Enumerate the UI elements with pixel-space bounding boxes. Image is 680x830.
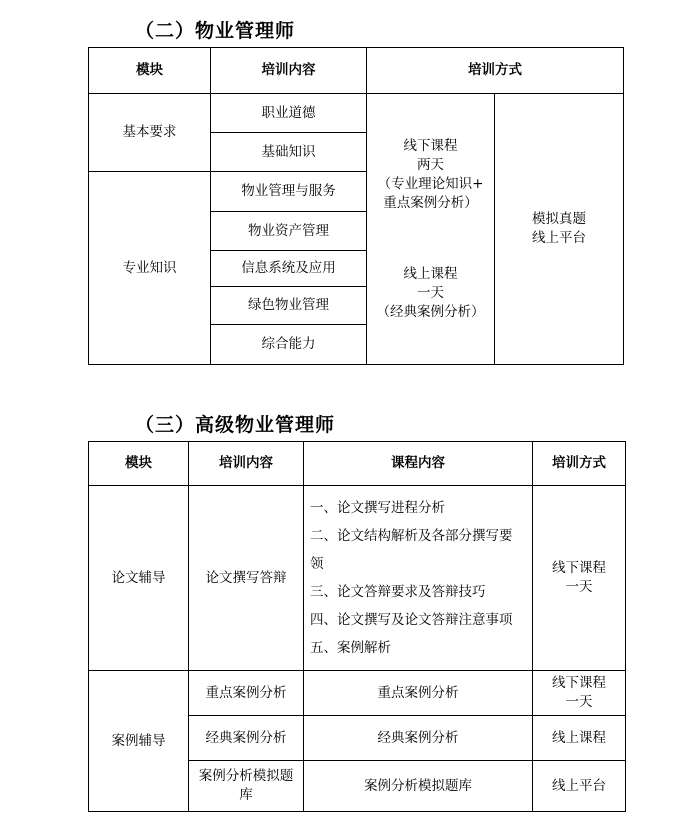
content-cell: 物业管理与服务 (211, 172, 367, 212)
method-mock-cell (495, 94, 624, 365)
header-course: 课程内容 (304, 442, 533, 486)
content-cell: 绿色物业管理 (211, 287, 367, 325)
module-professional: 专业知识 (89, 172, 211, 365)
offline-line4: 重点案例分析） (383, 194, 478, 211)
table-header-row (89, 442, 626, 486)
offline-line3: （专业理论知识+ (377, 175, 484, 192)
list-item: 四、论文撰写及论文答辩注意事项 (310, 612, 513, 628)
method-cell (533, 671, 626, 716)
method-line2: 一天 (565, 694, 593, 710)
header-module: 模块 (89, 48, 211, 94)
section-title-senior-property-manager: （三）高级物业管理师 (135, 414, 336, 436)
course-list-thesis (304, 486, 533, 671)
content-thesis: 论文撰写答辩 (189, 486, 304, 671)
list-item: 五、案例解析 (310, 640, 391, 656)
table-header-row (89, 48, 624, 94)
table-row (89, 671, 626, 716)
spacer (371, 213, 490, 265)
table-row (89, 94, 624, 133)
online-line3: （经典案例分析） (376, 303, 485, 320)
list-item: 二、论文结构解析及各部分撰写要 (310, 528, 513, 544)
content-cell: 经典案例分析 (189, 716, 304, 761)
module-thesis: 论文辅导 (89, 486, 189, 671)
section-title-property-manager: （二）物业管理师 (135, 20, 296, 42)
header-content: 培训内容 (189, 442, 304, 486)
header-content: 培训内容 (211, 48, 367, 94)
method-line1: 线下课程 (552, 675, 606, 691)
content-cell: 物业资产管理 (211, 212, 367, 251)
content-line1: 案例分析模拟题 (198, 768, 294, 784)
module-case: 案例辅导 (89, 671, 189, 812)
senior-property-manager-training-table (88, 441, 626, 812)
course-cell: 案例分析模拟题库 (304, 761, 533, 812)
list-item: 领 (310, 556, 324, 572)
online-line1: 线上课程 (403, 265, 458, 282)
online-line2: 一天 (417, 284, 444, 301)
header-method: 培训方式 (533, 442, 626, 486)
header-module: 模块 (89, 442, 189, 486)
property-manager-training-table (88, 47, 624, 365)
method-cell: 线上平台 (533, 761, 626, 812)
offline-line2: 两天 (417, 156, 444, 173)
course-cell: 经典案例分析 (304, 716, 533, 761)
content-cell: 综合能力 (211, 325, 367, 365)
mock-line1: 模拟真题 (532, 211, 586, 227)
method-cell: 线上课程 (533, 716, 626, 761)
content-cell: 基础知识 (211, 133, 367, 172)
module-basic: 基本要求 (89, 94, 211, 172)
content-cell: 重点案例分析 (189, 671, 304, 716)
mock-line2: 线上平台 (532, 230, 586, 246)
method-thesis (533, 486, 626, 671)
table-row (89, 486, 626, 671)
content-cell: 职业道德 (211, 94, 367, 133)
header-method: 培训方式 (367, 48, 624, 94)
list-item: 三、论文答辩要求及答辩技巧 (310, 584, 486, 600)
list-item: 一、论文撰写进程分析 (310, 500, 445, 516)
content-cell: 信息系统及应用 (211, 251, 367, 287)
content-line2: 库 (239, 787, 253, 803)
content-cell (189, 761, 304, 812)
method-line1: 线下课程 (552, 560, 606, 576)
method-offline-online-cell (367, 94, 495, 365)
course-cell: 重点案例分析 (304, 671, 533, 716)
offline-line1: 线下课程 (403, 137, 458, 154)
method-line2: 一天 (565, 579, 593, 595)
